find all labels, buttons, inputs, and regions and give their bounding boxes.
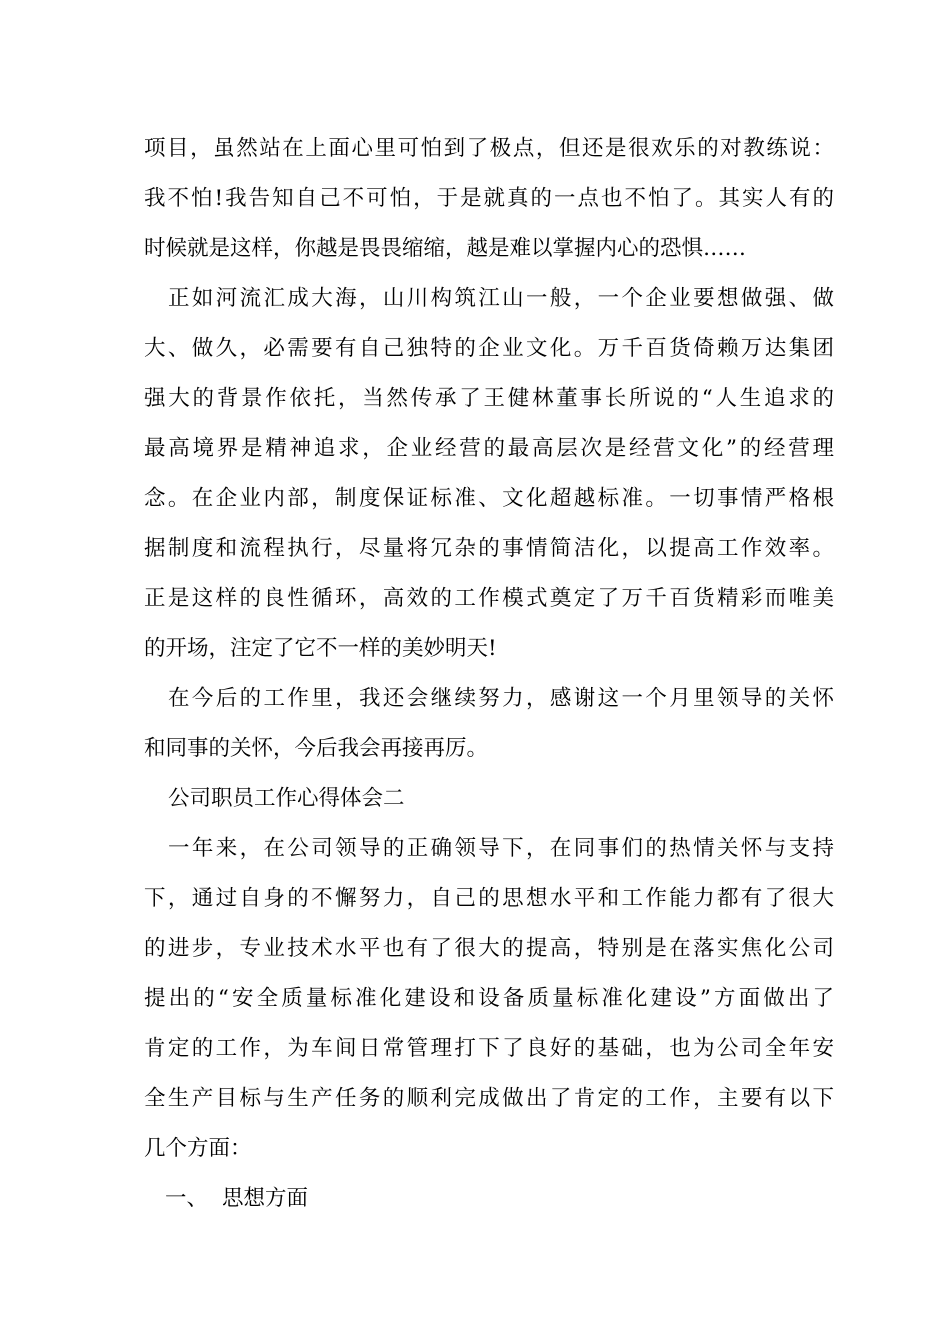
section-heading: [165, 1174, 855, 1224]
paragraph-line: 我不怕!我告知自己不可怕，于是就真的一点也不怕了。其实人有的: [144, 186, 834, 211]
paragraph-line: 正是这样的良性循环，高效的工作模式奠定了万千百货精彩而唯美: [144, 586, 834, 611]
paragraph-line: 强大的背景作依托，当然传承了王健林董事长所说的“人生追求的: [144, 386, 834, 411]
paragraph-line: 在今后的工作里，我还会继续努力，感谢这一个月里领导的关怀: [168, 686, 834, 711]
section-number: 一、: [165, 1186, 209, 1211]
paragraph-line: 念。在企业内部，制度保证标准、文化超越标准。一切事情严格根: [144, 486, 834, 511]
paragraph-line: 肯定的工作，为车间日常管理打下了良好的基础，也为公司全年安: [144, 1036, 834, 1061]
paragraph-line: 时候就是这样，你越是畏畏缩缩，越是难以掌握内心的恐惧……: [144, 236, 747, 261]
paragraph-line: 全生产目标与生产任务的顺利完成做出了肯定的工作，主要有以下: [144, 1086, 834, 1111]
subheading: 公司职员工作心得体会二: [168, 786, 405, 811]
paragraph-line: 大、做久，必需要有自己独特的企业文化。万千百货倚赖万达集团: [144, 336, 834, 361]
paragraph-line: 项目，虽然站在上面心里可怕到了极点，但还是很欢乐的对教练说：: [144, 136, 834, 161]
paragraph-line: 正如河流汇成大海，山川构筑江山一般，一个企业要想做强、做: [168, 286, 834, 311]
paragraph-line: 据制度和流程执行，尽量将冗杂的事情简洁化，以提高工作效率。: [144, 536, 834, 561]
paragraph-line: 几个方面：: [144, 1136, 252, 1161]
paragraph-line: 下，通过自身的不懈努力，自己的思想水平和工作能力都有了很大: [144, 886, 834, 911]
paragraph-line: 最高境界是精神追求，企业经营的最高层次是经营文化”的经营理: [144, 436, 834, 461]
paragraph-line: 的开场，注定了它不一样的美妙明天!: [144, 636, 497, 661]
paragraph-line: 提出的“安全质量标准化建设和设备质量标准化建设”方面做出了: [144, 986, 834, 1011]
paragraph-line: 的进步，专业技术水平也有了很大的提高，特别是在落实焦化公司: [144, 936, 834, 961]
paragraph-line: 一年来，在公司领导的正确领导下，在同事们的热情关怀与支持: [168, 836, 834, 861]
section-title: 思想方面: [222, 1186, 309, 1211]
paragraph-line: 和同事的关怀，今后我会再接再厉。: [144, 736, 489, 761]
